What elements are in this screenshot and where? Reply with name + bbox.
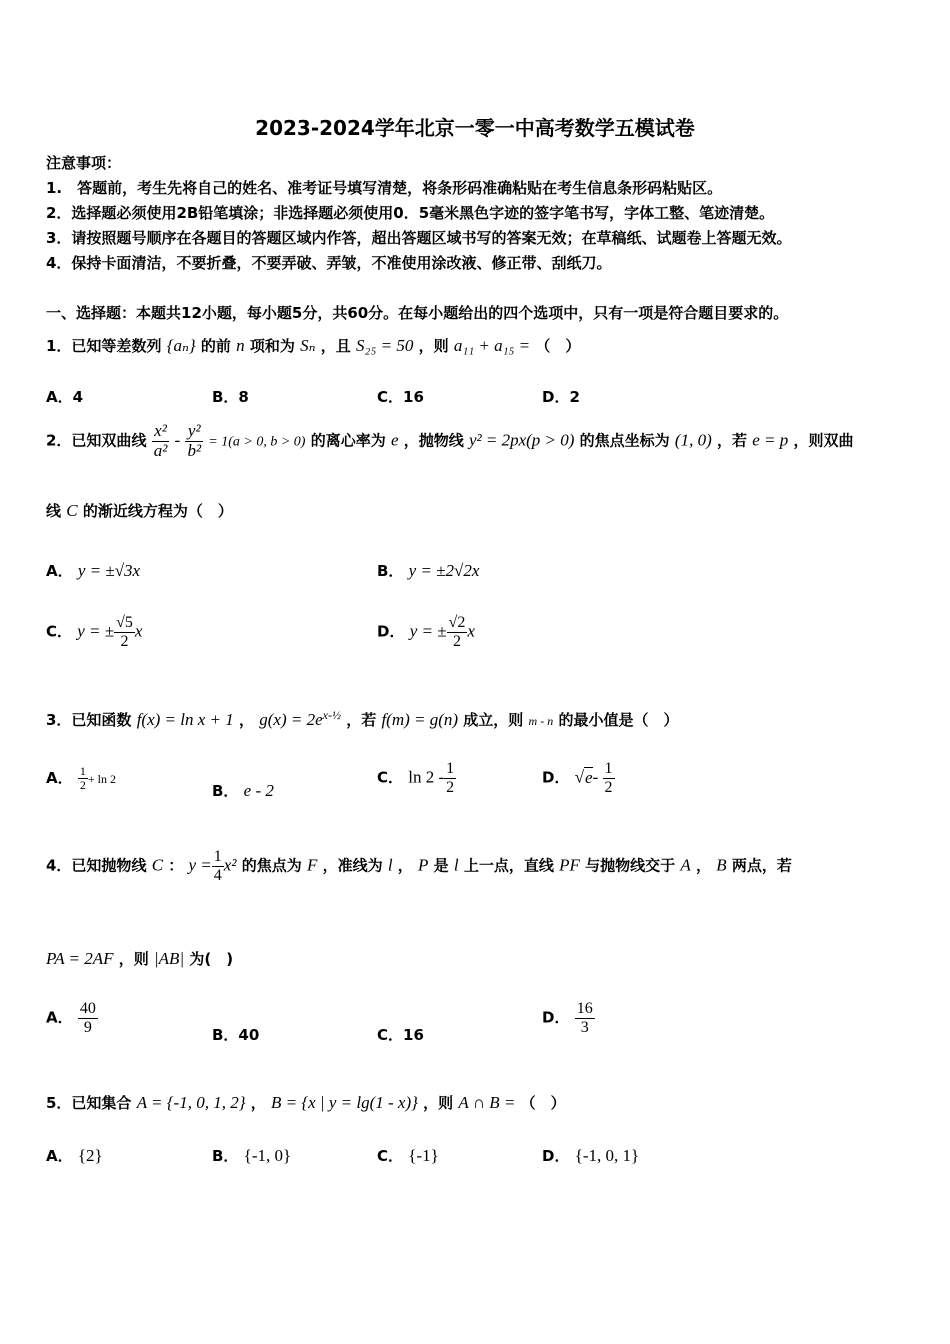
note-item: 4．保持卡面清洁，不要折叠，不要弄破、弄皱，不准使用涂改液、修正带、刮纸刀。	[46, 254, 612, 272]
question-4: 4．已知抛物线 C ： y = $\frac{1}{4}$ x² 的焦点为 F ，准线为 l ， P 是 l 上一点，直线 PF 与抛物线交于 A ， B 两点，若	[46, 848, 792, 884]
option-b[interactable]: B． {-1, 0}	[212, 1146, 292, 1165]
option-a[interactable]: A． y = ±√3x	[46, 561, 141, 580]
option-b[interactable]: B． y = ±2√2x	[377, 561, 480, 580]
option-c[interactable]: C．16	[377, 388, 424, 406]
question-3: 3．已知函数 f(x) = ln x + 1 ， $g(x) = 2e^{x-\frac{1}{2}}$ ，若 f(m) = g(n) 成立，则 m - n 的最小值是（ ）	[46, 708, 679, 729]
note-item: 1. 答题前，考生先将自己的姓名、准考证号填写清楚，将条形码准确粘贴在考生信息条形码粘贴区。	[46, 179, 723, 197]
option-b[interactable]: B． e - 2	[212, 781, 274, 800]
option-c[interactable]: C． {-1}	[377, 1146, 439, 1165]
page-title: 2023-2024学年北京一零一中高考数学五模试卷	[255, 116, 695, 140]
option-d[interactable]: D．2	[542, 388, 580, 406]
option-c[interactable]: C． ln 2 - $\frac{1}{2}$	[377, 760, 455, 796]
option-a[interactable]: A．4	[46, 388, 84, 406]
question-2-cont: 线 C 的渐近线方程为（ ）	[46, 501, 233, 520]
hyperbola-x-term: $\frac{\text{x²}}{\text{a²}}$	[153, 421, 168, 460]
hyperbola-y-term: $\frac{\text{y²}}{\text{b²}}$	[187, 421, 202, 460]
option-d[interactable]: D． $\frac{16}{3}$	[542, 1000, 593, 1036]
option-a[interactable]: A． {2}	[46, 1146, 103, 1165]
sequence-expr: {aₙ}	[166, 336, 196, 355]
option-d[interactable]: D． {-1, 0, 1}	[542, 1146, 640, 1165]
question-5: 5．已知集合 A = {-1, 0, 1, 2} ， B = {x | y = lg(1 - x)} ，则 A ∩ B = （ ）	[46, 1093, 566, 1112]
option-a[interactable]: A． $\frac{40}{9}$	[46, 1000, 96, 1036]
option-c[interactable]: C． y = ± $\frac{√5}{2}$ x	[46, 614, 143, 650]
option-d[interactable]: D． √e- $\frac{1}{2}$	[542, 760, 613, 796]
notes-heading: 注意事项：	[46, 154, 122, 172]
note-item: 3．请按照题号顺序在各题目的答题区域内作答，超出答题区域书写的答案无效；在草稿纸、试题卷上答题无效。	[46, 229, 792, 247]
option-a[interactable]: A． $\frac{1}{2}$ + ln 2	[46, 764, 116, 793]
option-d[interactable]: D． y = ± $\frac{√2}{2}$ x	[377, 614, 475, 650]
option-b[interactable]: B．40	[212, 1026, 260, 1044]
question-1: 1．已知等差数列 {aₙ} 的前 n 项和为 Sₙ ，且 S₂₅ = 50 ，则 a₁₁ + a₁₅ = （ ）	[46, 336, 581, 355]
section-heading: 一、选择题：本题共12小题，每小题5分，共60分。在每小题给出的四个选项中，只有一项是符合题目要求的。	[46, 304, 789, 322]
question-2: 2．已知双曲线 $\frac{\text{x²}}{\text{a²}}$ - $\frac{\text{y²}}{\text{b²}}$ = 1(a > 0, b > 0) 的离心率为 e ，抛物线 y² = 2px(p > 0) 的焦点坐标为 (1, 0) ，若 e = p ，则双曲	[46, 421, 854, 460]
question-4-cont: PA = 2AF ，则 |AB| 为( )	[46, 949, 234, 968]
note-item: 2．选择题必须使用2B铅笔填涂；非选择题必须使用0．5毫米黑色字迹的签字笔书写，字体工整、笔迹清楚。	[46, 204, 775, 222]
option-c[interactable]: C．16	[377, 1026, 424, 1044]
option-b[interactable]: B．8	[212, 388, 249, 406]
